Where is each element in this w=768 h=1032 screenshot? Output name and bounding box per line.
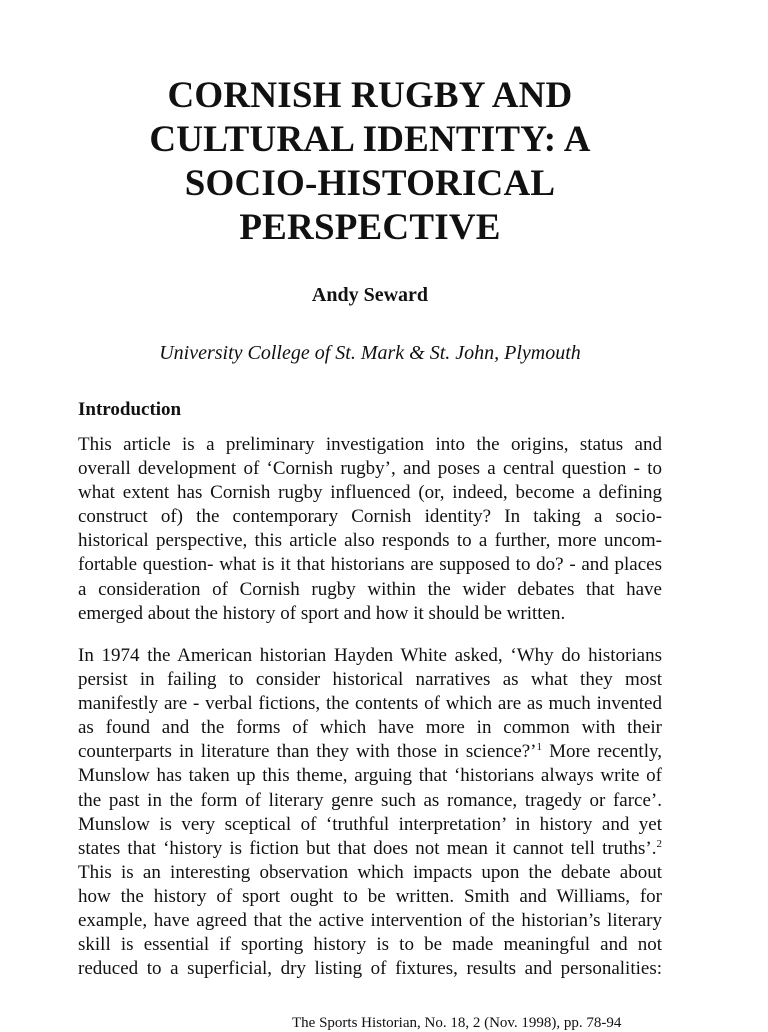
text-line-with-footnote [78,837,662,861]
text-line: historical perspective, this article also responds to a further, more uncom- [78,530,662,552]
text-line: Munslow has taken up this theme, arguing that ‘historians always write of [78,765,662,787]
text-segment: states that ‘history is fiction but that does not mean it cannot tell truths’. [78,837,657,859]
title-line: SOCIO-HISTORICAL [184,163,556,204]
footnote-ref[interactable]: 1 [536,741,543,754]
paragraph-intro [78,433,662,626]
article-title [0,74,740,250]
text-line: emerged about the history of sport and how it should be written. [78,602,566,624]
text-line: example, have agreed that the active intervention of the historian’s literary [78,910,662,932]
text-line: how the history of sport ought to be written. Smith and Williams, for [78,885,662,907]
text-line: This article is a preliminary investigation into the origins, status and [78,434,662,455]
footnote-ref[interactable]: 2 [656,837,662,850]
text-line-with-footnote [78,740,662,764]
text-segment: counterparts in literature than they with those in science?’ [78,741,537,763]
text-line: persist in failing to consider historical narratives as what they most [78,669,662,691]
text-line: fortable question- what is it that historians are supposed to do? - and places [78,554,662,576]
paragraph-hayden-white [78,644,662,981]
text-line: construct of) the contemporary Cornish identity? In taking a socio- [78,506,662,528]
text-line: as found and the forms of which have more in common with their [78,717,662,739]
title-line: CORNISH RUGBY AND [167,75,573,116]
author-name: Andy Seward [311,284,429,306]
journal-footer: The Sports Historian, No. 18, 2 (Nov. 1998), pp. 78-94 [292,1015,622,1031]
text-line: a consideration of Cornish rugby within the wider debates that have [78,578,662,600]
text-line: Munslow is very sceptical of ‘truthful interpretation’ in history and yet [78,813,662,835]
text-line: This is an interesting observation which impacts upon the debate about [78,861,662,883]
text-line: the past in the form of literary genre such as romance, tragedy or farce’. [78,789,662,811]
title-line: CULTURAL IDENTITY: A [149,119,591,160]
text-line: In 1974 the American historian Hayden White asked, ‘Why do historians [78,645,662,666]
text-line: manifestly are - verbal fictions, the contents of which are as much invented [78,693,662,715]
text-line: overall development of ‘Cornish rugby’, and poses a central question - to [78,458,662,480]
text-line: reduced to a superficial, dry listing of fixtures, results and personalities: [78,958,662,980]
author-affiliation: University College of St. Mark & St. John, Plymouth [159,342,581,364]
title-line: PERSPECTIVE [239,207,501,248]
section-heading-introduction: Introduction [78,399,182,420]
text-segment: More recently, [542,741,662,763]
text-line: what extent has Cornish rugby influenced (or, indeed, become a defining [78,482,662,504]
text-line: skill is essential if sporting history is to be made meaningful and not [78,934,662,956]
